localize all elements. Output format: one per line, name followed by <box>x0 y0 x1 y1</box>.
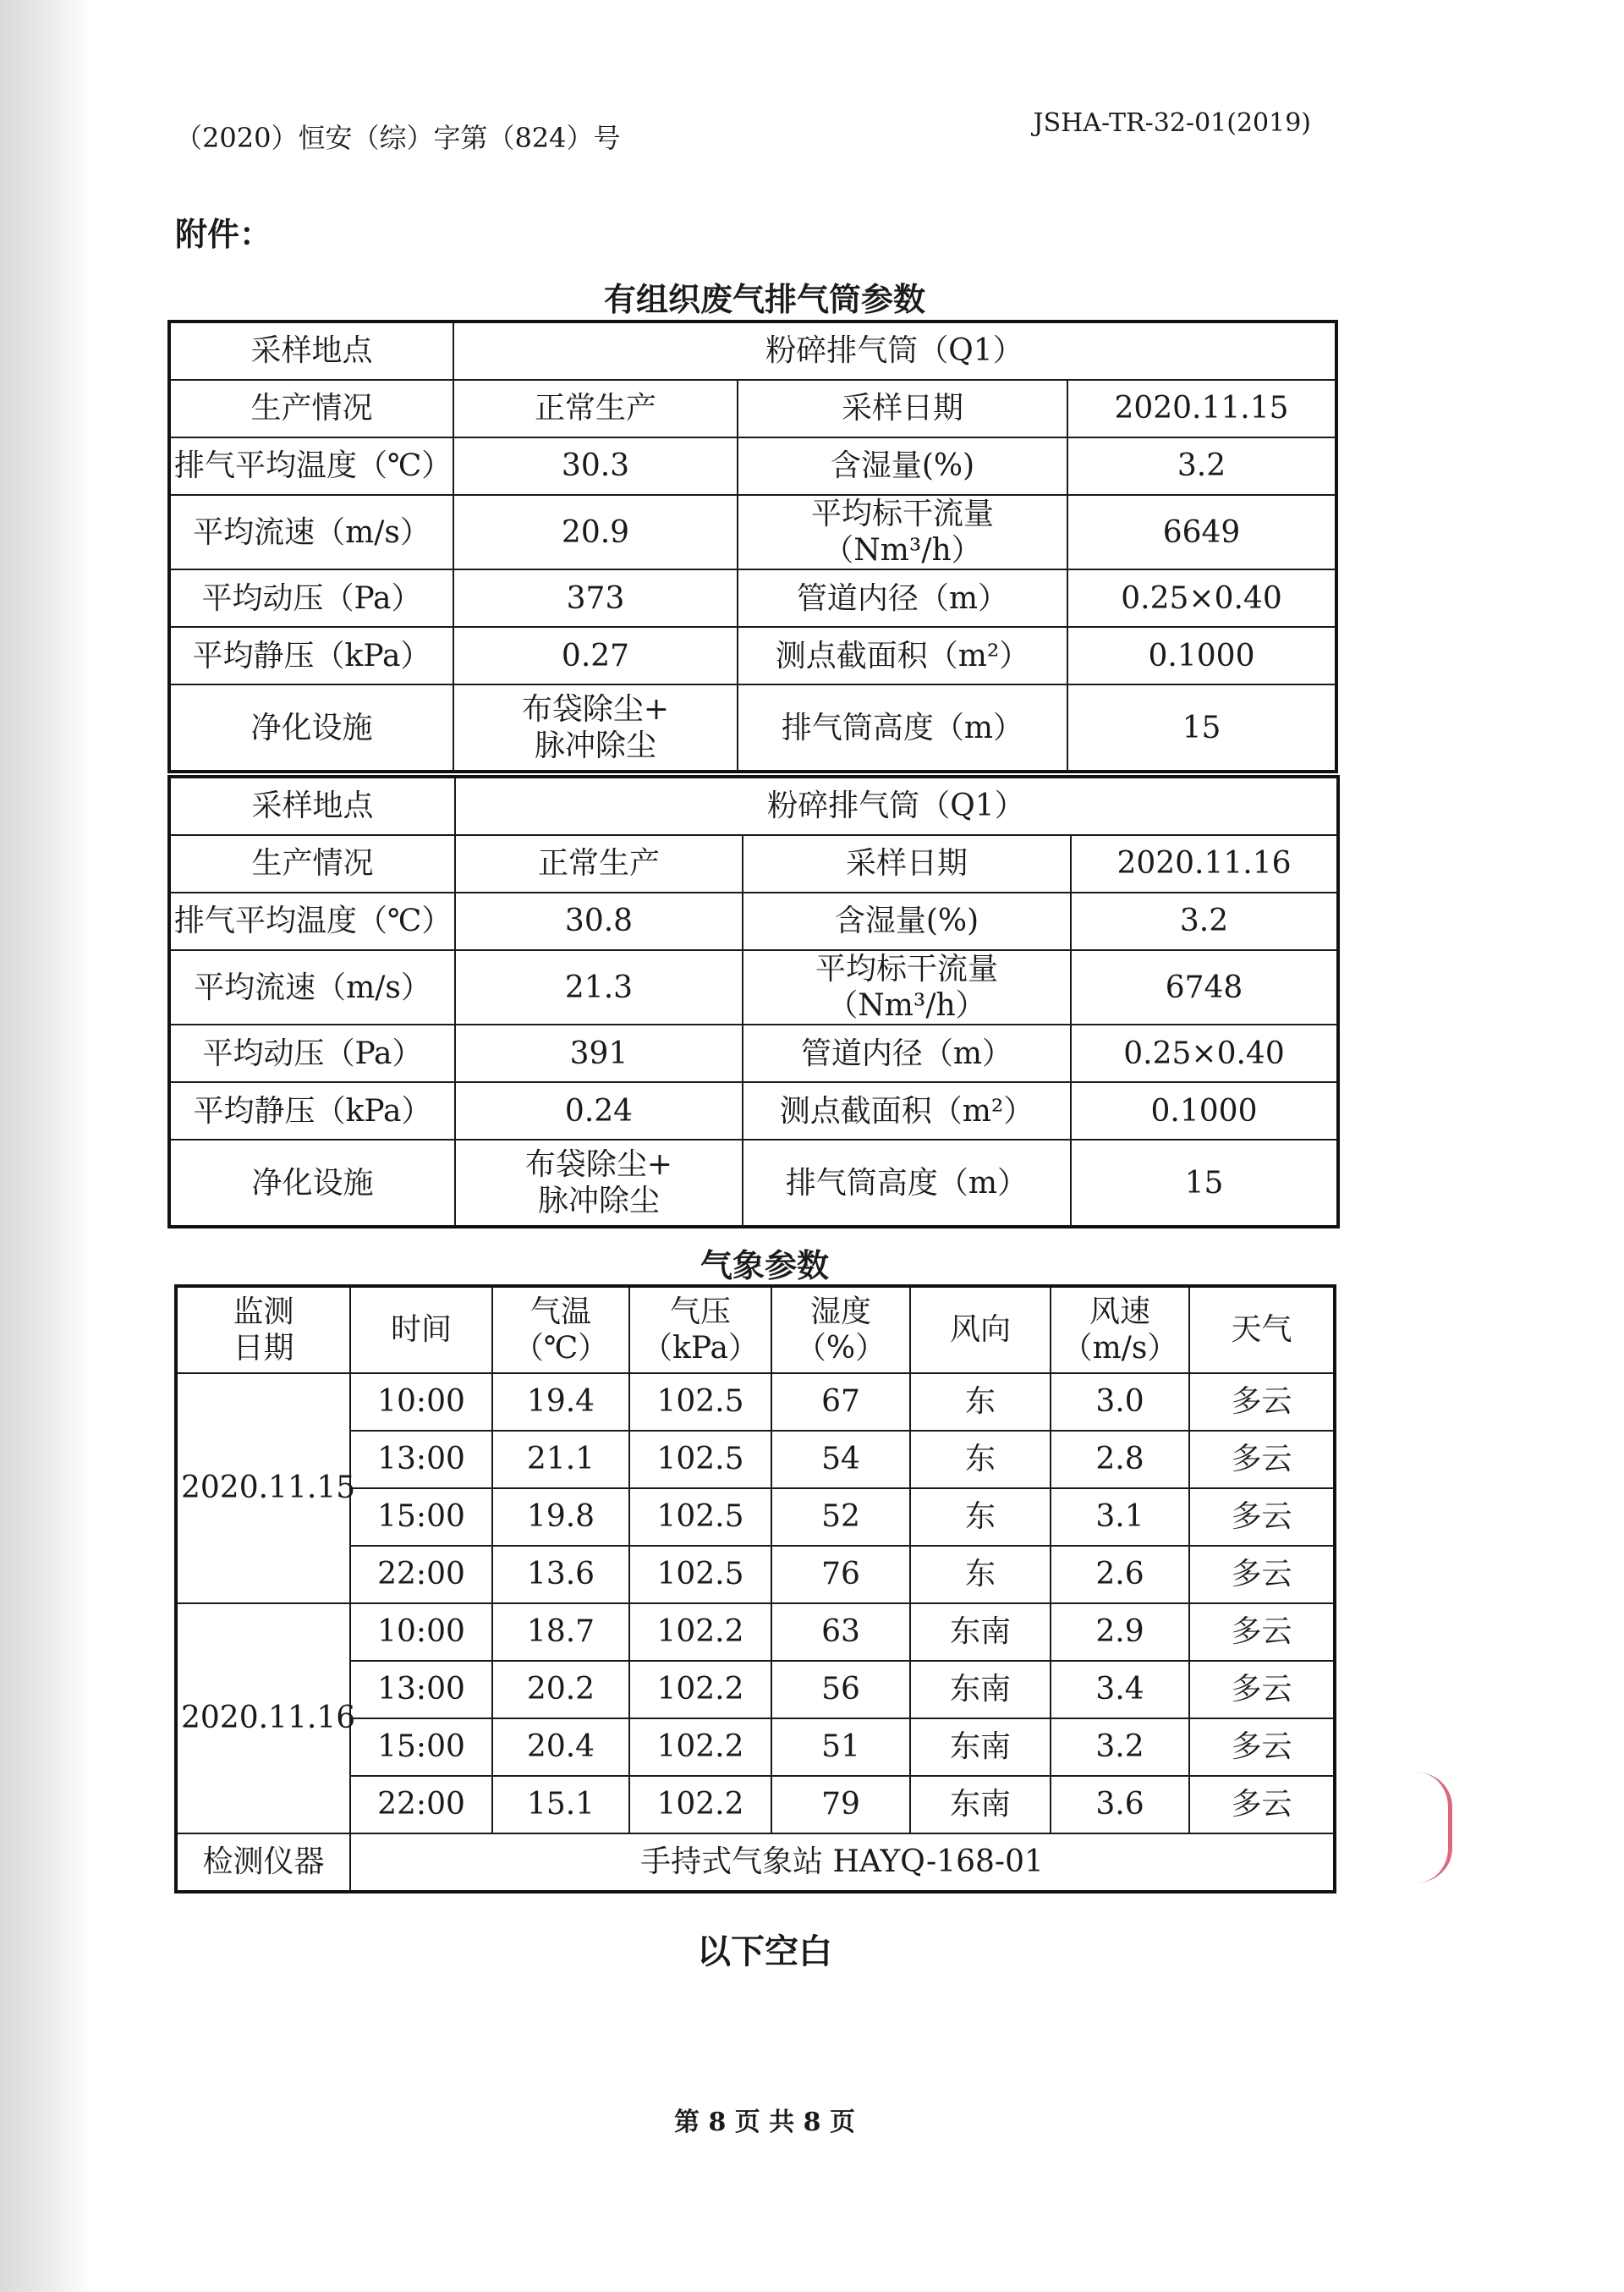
height-label: 排气筒高度（m） <box>743 1140 1071 1227</box>
static-pressure-label: 平均静压（kPa） <box>169 1082 455 1140</box>
purification-line-1: 布袋除尘+ <box>521 692 670 728</box>
cell-temp: 19.4 <box>492 1373 629 1431</box>
table-row <box>176 1776 1335 1833</box>
cell-wind-speed: 2.6 <box>1051 1546 1189 1603</box>
table-row <box>169 627 1336 684</box>
table-row <box>169 893 1338 950</box>
static-pressure-value: 0.24 <box>455 1082 743 1140</box>
static-pressure-label: 平均静压（kPa） <box>169 627 453 684</box>
date-value: 2020.11.15 <box>1067 380 1336 437</box>
cell-pressure: 102.2 <box>629 1661 771 1718</box>
cell-wind-dir: 东南 <box>910 1718 1051 1776</box>
table-row <box>169 569 1336 627</box>
page-footer: 第 8 页 共 8 页 <box>674 2108 855 2137</box>
table-row <box>169 322 1336 380</box>
cell-humidity: 63 <box>771 1603 910 1661</box>
cell-weather: 多云 <box>1189 1603 1335 1661</box>
header-pressure <box>629 1286 771 1373</box>
header-date <box>176 1286 350 1373</box>
purification-label: 净化设施 <box>169 1140 455 1227</box>
cell-wind-speed: 3.1 <box>1051 1488 1189 1546</box>
cell-humidity: 67 <box>771 1373 910 1431</box>
temp-label: 排气平均温度（℃） <box>169 437 453 495</box>
instrument-label: 检测仪器 <box>176 1833 350 1892</box>
production-label: 生产情况 <box>169 380 453 437</box>
temp-label: 排气平均温度（℃） <box>169 893 455 950</box>
cell-wind-dir: 东南 <box>910 1776 1051 1833</box>
velocity-value: 21.3 <box>455 950 743 1025</box>
table-row <box>169 1025 1338 1082</box>
cell-pressure: 102.5 <box>629 1373 771 1431</box>
height-value: 15 <box>1071 1140 1338 1227</box>
static-pressure-value: 0.27 <box>453 627 738 684</box>
flow-value: 6649 <box>1067 495 1336 569</box>
cell-wind-speed: 3.4 <box>1051 1661 1189 1718</box>
date-label: 采样日期 <box>743 835 1071 893</box>
cell-wind-speed: 2.9 <box>1051 1603 1189 1661</box>
header-wind-speed-line-2: （m/s） <box>1062 1331 1178 1366</box>
cell-humidity: 54 <box>771 1431 910 1488</box>
cell-wind-dir: 东 <box>910 1546 1051 1603</box>
table-row <box>176 1373 1335 1431</box>
group-date: 2020.11.16 <box>176 1603 350 1833</box>
cell-temp: 13.6 <box>492 1546 629 1603</box>
velocity-label: 平均流速（m/s） <box>169 495 453 569</box>
cell-pressure: 102.5 <box>629 1488 771 1546</box>
cell-time: 13:00 <box>350 1431 492 1488</box>
cell-temp: 15.1 <box>492 1776 629 1833</box>
table-row <box>176 1603 1335 1661</box>
header-wind-speed <box>1051 1286 1189 1373</box>
header-weather: 天气 <box>1189 1286 1335 1373</box>
header-humidity-line-1: 湿度 <box>809 1294 871 1329</box>
doc-number: （2020）恒安（综）字第（824）号 <box>175 122 621 154</box>
cell-wind-dir: 东南 <box>910 1661 1051 1718</box>
cell-humidity: 79 <box>771 1776 910 1833</box>
weather-table <box>174 1284 1336 1894</box>
stack-table-title: 有组织废气排气筒参数 <box>603 280 925 318</box>
cell-humidity: 52 <box>771 1488 910 1546</box>
table-row <box>169 684 1336 772</box>
diameter-value: 0.25×0.40 <box>1067 569 1336 627</box>
cell-humidity: 76 <box>771 1546 910 1603</box>
cell-pressure: 102.5 <box>629 1431 771 1488</box>
instrument-row <box>176 1833 1335 1892</box>
header-pressure-line-2: （kPa） <box>642 1331 759 1366</box>
flow-label: 平均标干流量（Nm³/h） <box>743 950 1071 1025</box>
weather-table-title: 气象参数 <box>700 1246 829 1284</box>
location-value: 粉碎排气筒（Q1） <box>455 777 1338 835</box>
header-wind-speed-line-1: 风速 <box>1089 1294 1150 1329</box>
cell-time: 15:00 <box>350 1488 492 1546</box>
cell-time: 22:00 <box>350 1546 492 1603</box>
flow-value: 6748 <box>1071 950 1338 1025</box>
cell-pressure: 102.2 <box>629 1718 771 1776</box>
cell-weather: 多云 <box>1189 1661 1335 1718</box>
temp-value: 30.3 <box>453 437 738 495</box>
cell-time: 10:00 <box>350 1603 492 1661</box>
dyn-pressure-label: 平均动压（Pa） <box>169 569 453 627</box>
header-humidity-line-2: （%） <box>795 1331 886 1366</box>
cell-temp: 20.2 <box>492 1661 629 1718</box>
cell-humidity: 56 <box>771 1661 910 1718</box>
header-wind-dir: 风向 <box>910 1286 1051 1373</box>
cell-wind-dir: 东 <box>910 1431 1051 1488</box>
cell-wind-speed: 3.0 <box>1051 1373 1189 1431</box>
form-code: JSHA-TR-32-01(2019) <box>1033 108 1311 138</box>
instrument-value: 手持式气象站 HAYQ-168-01 <box>350 1833 1335 1892</box>
header-pressure-line-1: 气压 <box>669 1294 731 1329</box>
height-value: 15 <box>1067 684 1336 772</box>
dyn-pressure-label: 平均动压（Pa） <box>169 1025 455 1082</box>
moisture-label: 含湿量(%) <box>738 437 1067 495</box>
cell-weather: 多云 <box>1189 1718 1335 1776</box>
area-value: 0.1000 <box>1067 627 1336 684</box>
diameter-label: 管道内径（m） <box>738 569 1067 627</box>
purification-line-1: 布袋除尘+ <box>524 1147 673 1183</box>
cell-humidity: 51 <box>771 1718 910 1776</box>
cell-weather: 多云 <box>1189 1776 1335 1833</box>
purification-value <box>453 684 738 772</box>
table-row <box>169 1082 1338 1140</box>
attachment-label: 附件： <box>175 215 272 253</box>
table-row <box>169 950 1338 1025</box>
red-stamp-mark <box>1418 1773 1452 1883</box>
cell-wind-speed: 3.6 <box>1051 1776 1189 1833</box>
purification-value <box>455 1140 743 1227</box>
table-row <box>169 777 1338 835</box>
temp-value: 30.8 <box>455 893 743 950</box>
cell-pressure: 102.2 <box>629 1776 771 1833</box>
table-row <box>169 835 1338 893</box>
cell-weather: 多云 <box>1189 1488 1335 1546</box>
date-label: 采样日期 <box>738 380 1067 437</box>
purification-line-2: 脉冲除尘 <box>534 728 656 764</box>
cell-temp: 19.8 <box>492 1488 629 1546</box>
flow-label: 平均标干流量（Nm³/h） <box>738 495 1067 569</box>
table-row <box>169 1140 1338 1227</box>
purification-line-2: 脉冲除尘 <box>537 1184 660 1219</box>
cell-weather: 多云 <box>1189 1431 1335 1488</box>
header-date-line-1: 监测 <box>233 1294 294 1329</box>
header-temp <box>492 1286 629 1373</box>
stack-table-period-1 <box>167 320 1338 773</box>
table-row <box>176 1546 1335 1603</box>
cell-weather: 多云 <box>1189 1373 1335 1431</box>
production-value: 正常生产 <box>455 835 743 893</box>
cell-time: 22:00 <box>350 1776 492 1833</box>
cell-temp: 18.7 <box>492 1603 629 1661</box>
area-value: 0.1000 <box>1071 1082 1338 1140</box>
cell-temp: 20.4 <box>492 1718 629 1776</box>
height-label: 排气筒高度（m） <box>738 684 1067 772</box>
table-row <box>169 495 1336 569</box>
cell-weather: 多云 <box>1189 1546 1335 1603</box>
production-value: 正常生产 <box>453 380 738 437</box>
cell-wind-speed: 3.2 <box>1051 1718 1189 1776</box>
group-date: 2020.11.15 <box>176 1373 350 1603</box>
table-header-row <box>176 1286 1335 1373</box>
moisture-value: 3.2 <box>1071 893 1338 950</box>
area-label: 测点截面积（m²） <box>743 1082 1071 1140</box>
diameter-label: 管道内径（m） <box>743 1025 1071 1082</box>
velocity-label: 平均流速（m/s） <box>169 950 455 1025</box>
cell-temp: 21.1 <box>492 1431 629 1488</box>
cell-time: 13:00 <box>350 1661 492 1718</box>
area-label: 测点截面积（m²） <box>738 627 1067 684</box>
diameter-value: 0.25×0.40 <box>1071 1025 1338 1082</box>
date-value: 2020.11.16 <box>1071 835 1338 893</box>
dyn-pressure-value: 373 <box>453 569 738 627</box>
cell-wind-dir: 东 <box>910 1373 1051 1431</box>
header-temp-line-1: 气温 <box>529 1294 591 1329</box>
cell-time: 15:00 <box>350 1718 492 1776</box>
cell-pressure: 102.5 <box>629 1546 771 1603</box>
header-humidity <box>771 1286 910 1373</box>
cell-wind-dir: 东南 <box>910 1603 1051 1661</box>
header-date-line-2: 日期 <box>233 1331 294 1366</box>
table-row <box>169 437 1336 495</box>
table-row <box>169 380 1336 437</box>
moisture-label: 含湿量(%) <box>743 893 1071 950</box>
purification-label: 净化设施 <box>169 684 453 772</box>
moisture-value: 3.2 <box>1067 437 1336 495</box>
blank-note: 以下空白 <box>697 1932 832 1971</box>
location-value: 粉碎排气筒（Q1） <box>453 322 1336 380</box>
velocity-value: 20.9 <box>453 495 738 569</box>
location-label: 采样地点 <box>169 322 453 380</box>
cell-wind-speed: 2.8 <box>1051 1431 1189 1488</box>
stack-table-period-2 <box>167 775 1340 1228</box>
header-temp-line-2: （℃） <box>513 1331 609 1366</box>
cell-wind-dir: 东 <box>910 1488 1051 1546</box>
cell-pressure: 102.2 <box>629 1603 771 1661</box>
location-label: 采样地点 <box>169 777 455 835</box>
dyn-pressure-value: 391 <box>455 1025 743 1082</box>
cell-time: 10:00 <box>350 1373 492 1431</box>
header-time: 时间 <box>350 1286 492 1373</box>
production-label: 生产情况 <box>169 835 455 893</box>
